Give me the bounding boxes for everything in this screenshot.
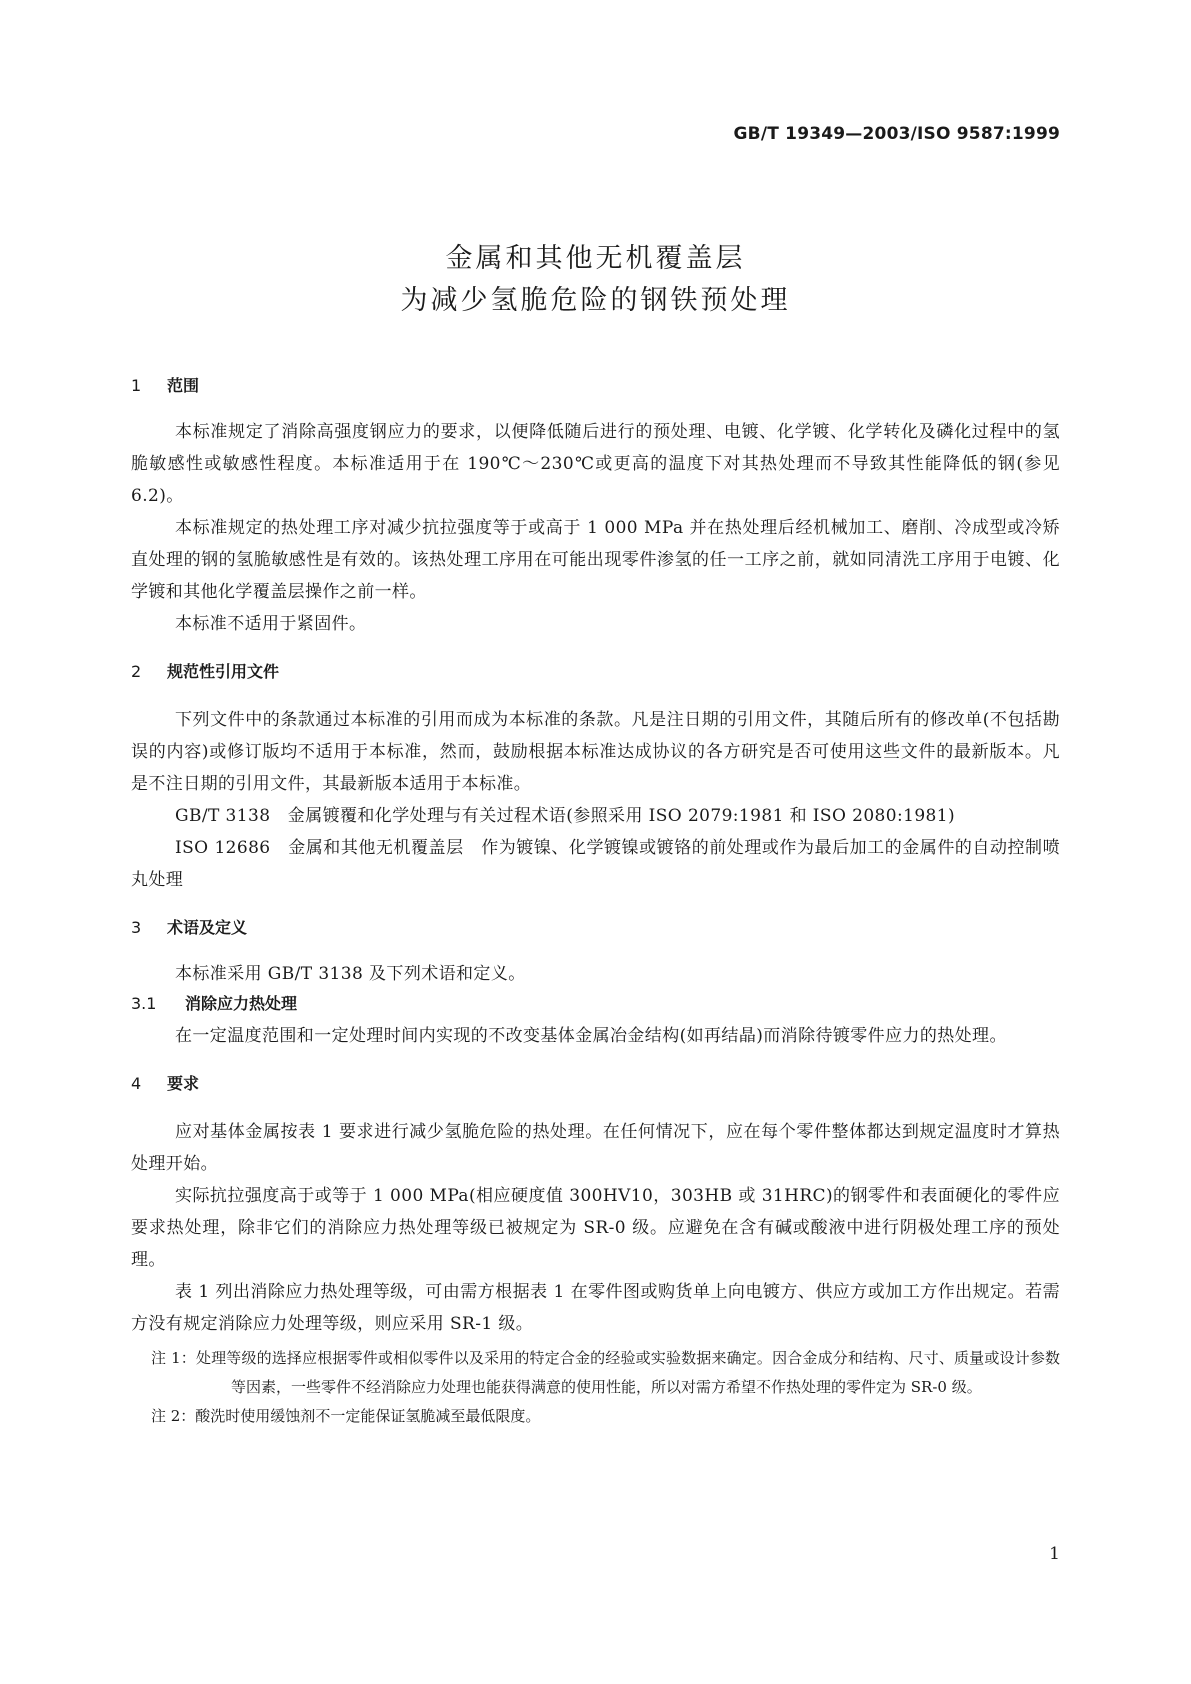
section-heading-scope (131, 376, 1060, 396)
paragraph: 在一定温度范围和一定处理时间内实现的不改变基体金属冶金结构(如再结晶)而消除待镀零件应力的热处理。 (175, 1026, 1007, 1046)
paragraph: 本标准采用 GB/T 3138 及下列术语和定义。 (175, 964, 526, 984)
section-number: 3 (131, 918, 142, 937)
subsection-heading (131, 994, 1060, 1014)
subsection-title: 消除应力热处理 (185, 994, 298, 1013)
section-number: 4 (131, 1074, 142, 1093)
section-heading-requirements (131, 1074, 1060, 1094)
paragraph: 本标准规定了消除高强度钢应力的要求，以便降低随后进行的预处理、电镀、化学镀、化学转化及磷化过程中的氢脆敏感性或敏感性程度。本标准适用于在 190℃～230℃或更高的温度下对其热处理而不导致其性能降低的钢(参见 6.2)。 (131, 422, 1060, 506)
subsection-number: 3.1 (131, 994, 157, 1013)
note-1: 注 1：处理等级的选择应根据零件或相似零件以及采用的特定合金的经验或实验数据来确定。因合金成分和结构、尺寸、质量或设计参数等因素，一些零件不经消除应力处理也能获得满意的使用性能，所以对需方希望不作热处理的零件定为 SR-0 级。 (151, 1349, 1060, 1396)
section-title: 要求 (167, 1074, 200, 1093)
paragraph: 应对基体金属按表 1 要求进行减少氢脆危险的热处理。在任何情况下，应在每个零件整体都达到规定温度时才算热处理开始。 (131, 1122, 1060, 1174)
document-title-line-1: 金属和其他无机覆盖层 (445, 243, 746, 274)
section-number: 2 (131, 662, 142, 681)
document-title-line-2: 为减少氢脆危险的钢铁预处理 (400, 285, 791, 316)
section-title: 术语及定义 (167, 918, 248, 937)
standard-code: GB/T 19349—2003/ISO 9587:1999 (733, 124, 1060, 144)
paragraph: 本标准规定的热处理工序对减少抗拉强度等于或高于 1 000 MPa 并在热处理后经机械加工、磨削、冷成型或冷矫直处理的钢的氢脆敏感性是有效的。该热处理工序用在可能出现零件渗氢的任一工序之前，就如同清洗工序用于电镀、化学镀和其他化学覆盖层操作之前一样。 (131, 518, 1060, 602)
section-heading-terms (131, 918, 1060, 938)
paragraph: 下列文件中的条款通过本标准的引用而成为本标准的条款。凡是注日期的引用文件，其随后所有的修改单(不包括勘误的内容)或修订版均不适用于本标准，然而，鼓励根据本标准达成协议的各方研究是否可使用这些文件的最新版本。凡是不注日期的引用文件，其最新版本适用于本标准。 (131, 710, 1060, 794)
paragraph: 实际抗拉强度高于或等于 1 000 MPa(相应硬度值 300HV10，303HB 或 31HRC)的钢零件和表面硬化的零件应要求热处理，除非它们的消除应力热处理等级已被规定为 SR-0 级。应避免在含有碱或酸液中进行阴极处理工序的预处理。 (131, 1186, 1060, 1270)
document-body (131, 376, 1060, 1431)
reference-item: ISO 12686 金属和其他无机覆盖层 作为镀镍、化学镀镍或镀铬的前处理或作为最后加工的金属件的自动控制喷丸处理 (131, 838, 1060, 890)
note-2: 注 2：酸洗时使用缓蚀剂不一定能保证氢脆减至最低限度。 (151, 1407, 541, 1425)
reference-item: GB/T 3138 金属镀覆和化学处理与有关过程术语(参照采用 ISO 2079:1981 和 ISO 2080:1981) (175, 806, 955, 826)
paragraph: 本标准不适用于紧固件。 (175, 614, 367, 634)
section-title: 范围 (167, 376, 200, 395)
section-number: 1 (131, 376, 142, 395)
section-title: 规范性引用文件 (167, 662, 280, 681)
paragraph: 表 1 列出消除应力热处理等级，可由需方根据表 1 在零件图或购货单上向电镀方、供应方或加工方作出规定。若需方没有规定消除应力处理等级，则应采用 SR-1 级。 (131, 1282, 1060, 1334)
page-number: 1 (1049, 1544, 1060, 1564)
section-heading-normative-references (131, 662, 1060, 682)
